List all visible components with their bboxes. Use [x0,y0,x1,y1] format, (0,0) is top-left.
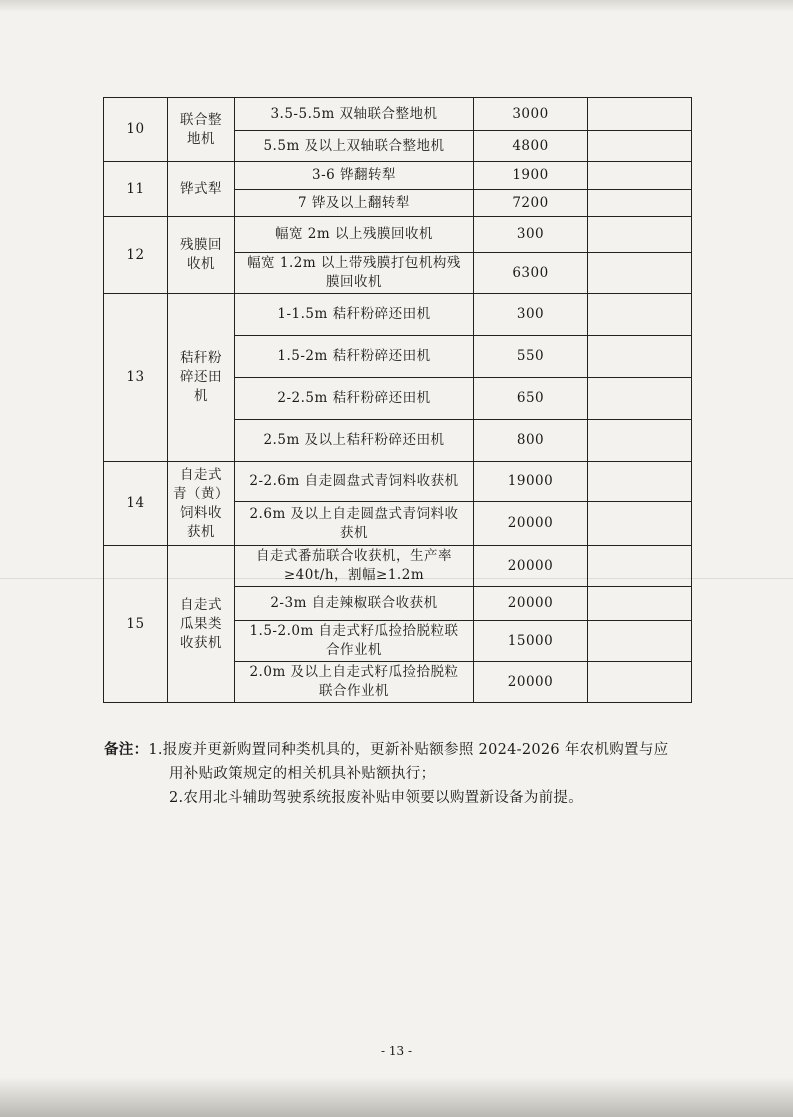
amount-cell: 1900 [474,162,588,190]
category-line: 自走式 [180,596,222,613]
category-line: 机 [194,388,208,404]
category-line: 青（黄） [173,485,229,502]
spec-cell [235,662,474,703]
row-number-cell: 10 [104,98,168,162]
spec-line: 1.5-2.0m 自走式籽瓜捡拾脱粒联 [249,623,459,639]
amount-cell: 20000 [474,662,588,703]
spec-line: 1-1.5m 秸秆粉碎还田机 [277,306,431,322]
category-line: 残膜回 [180,237,222,253]
spec-cell [235,190,474,217]
table-body [104,98,692,703]
category-line: 碎还田 [180,369,222,385]
blank-cell [588,190,692,217]
spec-cell [235,336,474,378]
amount-cell: 3000 [474,98,588,131]
blank-cell [588,294,692,336]
table-row [104,462,692,502]
category-line: 地机 [187,130,215,147]
amount-cell: 19000 [474,462,588,502]
amount-cell: 4800 [474,131,588,162]
spec-cell [235,621,474,662]
spec-line: 2-3m 自走辣椒联合收获机 [270,595,438,611]
spec-line: 幅宽 2m 以上残膜回收机 [275,226,433,242]
category-cell [168,294,235,462]
spec-cell [235,217,474,253]
spec-cell [235,462,474,502]
spec-line: 7 铧及以上翻转犁 [298,194,410,211]
blank-cell [588,336,692,378]
amount-cell: 15000 [474,621,588,662]
spec-line: 2.0m 及以上自走式籽瓜捡拾脱粒 [249,664,459,680]
spec-line: 联合作业机 [319,683,389,699]
spec-cell [235,294,474,336]
spec-cell [235,253,474,294]
page-top-shadow [0,0,793,12]
spec-line: ≥40t/h，割幅≥1.2m [283,567,425,583]
category-cell [168,546,235,703]
amount-cell: 20000 [474,546,588,587]
category-cell [168,98,235,162]
spec-line: 3.5-5.5m 双轴联合整地机 [270,105,438,122]
blank-cell [588,546,692,587]
spec-cell [235,131,474,162]
blank-cell [588,378,692,420]
category-line: 自走式 [180,466,222,483]
table-row [104,217,692,253]
category-line: 瓜果类 [180,615,222,632]
spec-line: 幅宽 1.2m 以上带残膜打包机构残 [247,255,461,271]
remarks-section [104,738,704,810]
category-line: 获机 [187,523,215,540]
spec-line: 合作业机 [326,642,382,658]
row-number-cell: 12 [104,217,168,294]
amount-cell: 20000 [474,502,588,546]
table-row [104,294,692,336]
amount-cell: 550 [474,336,588,378]
page-bottom-shadow [0,1077,793,1117]
remark-1-text: 1.报废并更新购置同种类机具的，更新补贴额参照 2024-2026 年农机购置与应 [148,742,669,758]
category-cell [168,162,235,217]
blank-cell [588,662,692,703]
remark-1-line-1 [104,738,704,762]
category-line: 秸秆粉 [180,350,222,366]
amount-cell: 20000 [474,587,588,621]
spec-line: 5.5m 及以上双轴联合整地机 [263,137,445,154]
spec-line: 获机 [340,524,368,541]
category-line: 联合整 [180,111,222,128]
blank-cell [588,462,692,502]
row-number-cell: 13 [104,294,168,462]
spec-line: 1.5-2m 秸秆粉碎还田机 [277,348,431,364]
blank-cell [588,162,692,190]
table-row [104,162,692,190]
spec-line: 2-2.5m 秸秆粉碎还田机 [277,390,431,406]
spec-cell [235,502,474,546]
row-number-cell: 15 [104,546,168,703]
spec-line: 3-6 铧翻转犁 [311,167,397,183]
blank-cell [588,502,692,546]
amount-cell: 7200 [474,190,588,217]
category-line: 铧式犁 [180,180,222,197]
category-line: 收机 [187,256,215,272]
amount-cell: 800 [474,420,588,462]
spec-line: 2.6m 及以上自走圆盘式青饲料收 [249,505,459,522]
blank-cell [588,131,692,162]
category-cell [168,462,235,546]
spec-line: 2-2.6m 自走圆盘式青饲料收获机 [249,473,459,489]
table-row [104,546,692,587]
blank-cell [588,98,692,131]
spec-cell [235,162,474,190]
amount-cell: 650 [474,378,588,420]
spec-cell [235,420,474,462]
spec-line: 膜回收机 [326,274,382,290]
row-number-cell: 11 [104,162,168,217]
blank-cell [588,253,692,294]
remarks-label: 备注： [104,741,149,758]
spec-cell [235,378,474,420]
remark-1-line-2: 用补贴政策规定的相关机具补贴额执行； [169,766,436,782]
blank-cell [588,420,692,462]
spec-cell [235,546,474,587]
category-line: 饲料收 [180,504,222,521]
amount-cell: 6300 [474,253,588,294]
amount-cell: 300 [474,294,588,336]
category-cell [168,217,235,294]
spec-line: 2.5m 及以上秸秆粉碎还田机 [263,432,445,448]
spec-cell [235,98,474,131]
category-line: 收获机 [180,634,222,651]
table-row [104,98,692,131]
blank-cell [588,217,692,253]
blank-cell [588,587,692,621]
remark-2: 2.农用北斗辅助驾驶系统报废补贴申领要以购置新设备为前提。 [169,790,584,806]
subsidy-table [103,97,692,703]
row-number-cell: 14 [104,462,168,546]
spec-cell [235,587,474,621]
page-number: - 13 - [380,1044,412,1058]
amount-cell: 300 [474,217,588,253]
blank-cell [588,621,692,662]
spec-line: 自走式番茄联合收获机，生产率 [256,548,452,564]
